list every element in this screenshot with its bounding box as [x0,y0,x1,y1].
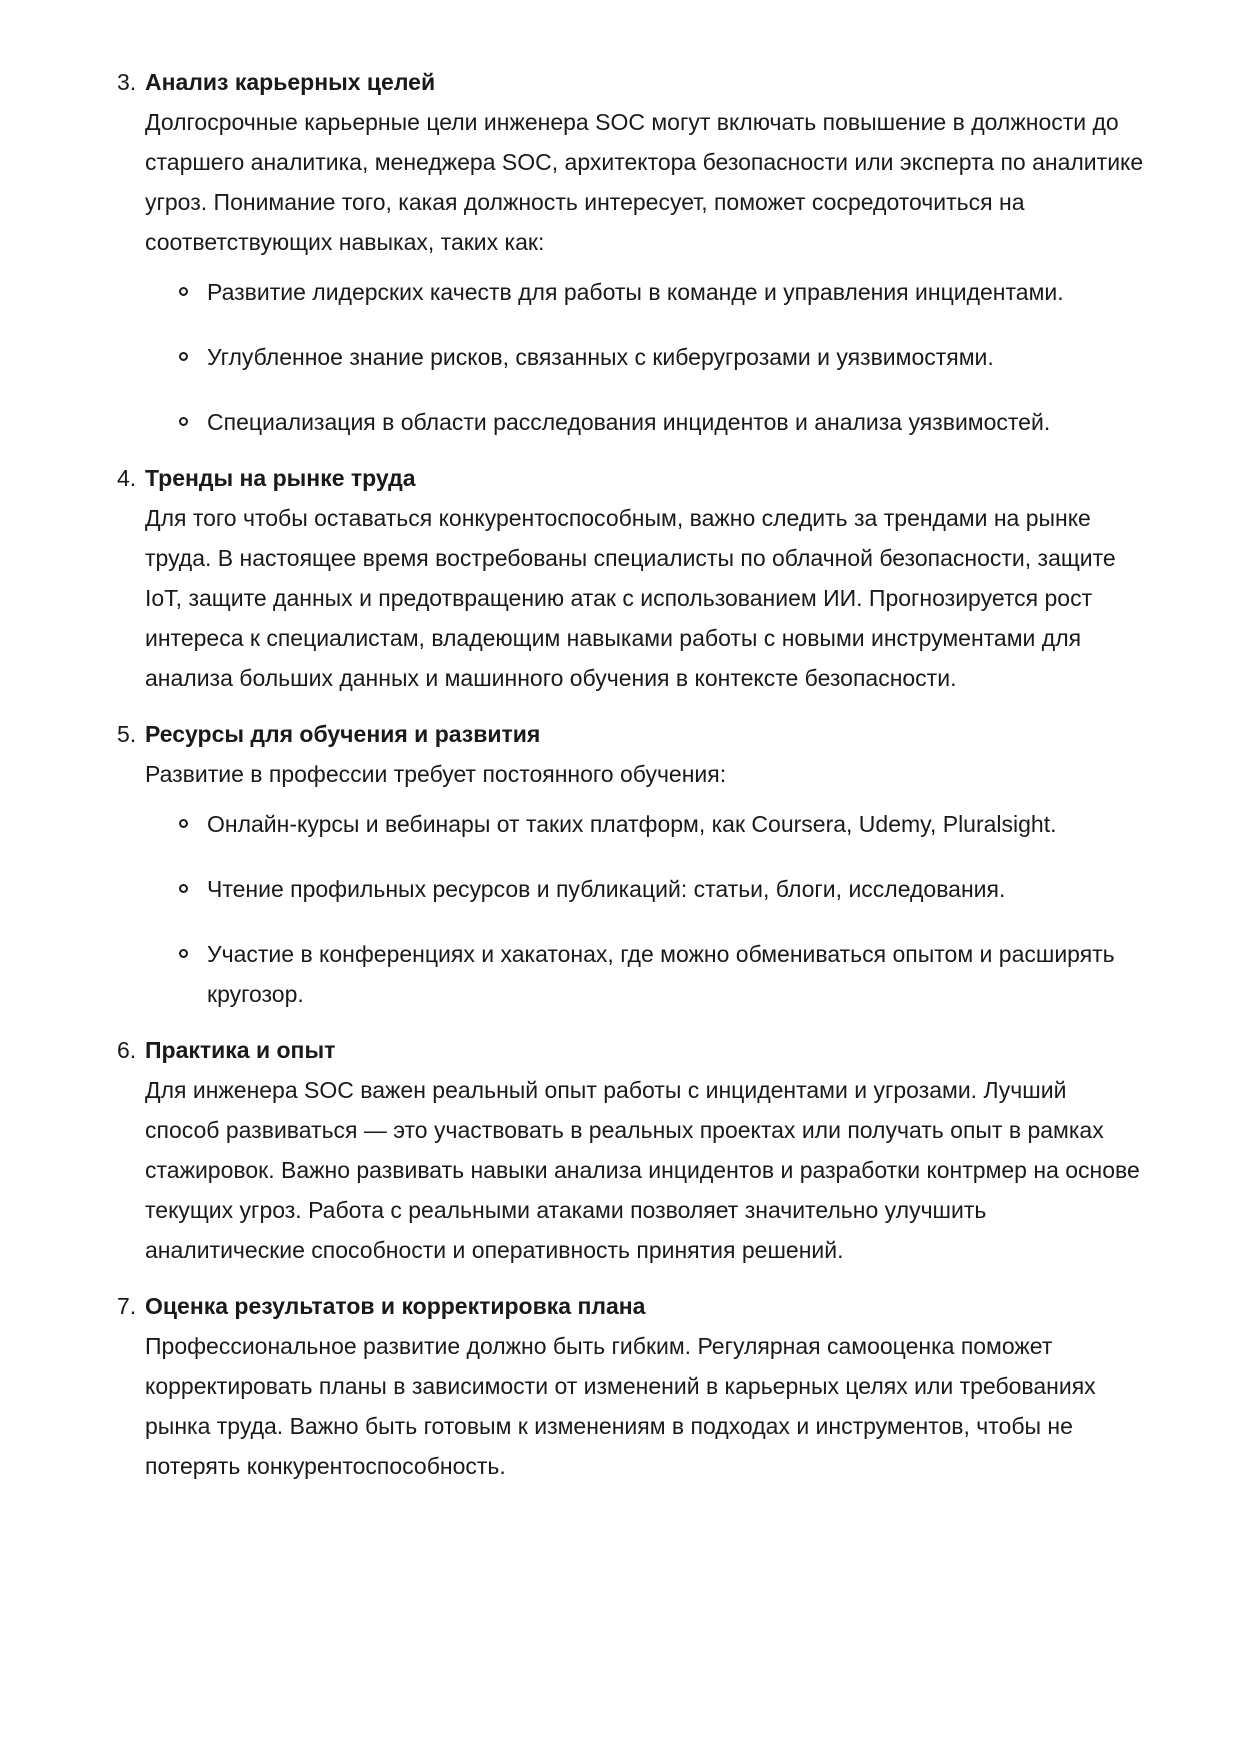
section-text: Для того чтобы оставаться конкурентоспособным, важно следить за трендами на рынке труда. В настоящее время востребованы специалисты по облачной безопасности, защите IoT, защите данных и предотвращению атак с использованием ИИ. Прогнозируется рост интереса к специалистам, владеющим навыками работы с новыми инструментами для анализа больших данных и машинного обучения в контексте безопасности. [145,505,1116,691]
section-title: Тренды на рынке труда [145,465,416,491]
bullet-item [207,804,1142,844]
bullet-text: Участие в конференциях и хакатонах, где можно обмениваться опытом и расширять кругозор. [207,941,1115,1007]
bullet-text: Углубленное знание рисков, связанных с киберугрозами и уязвимостями. [207,344,994,370]
list-item-section-4 [0,458,1239,698]
list-item-section-5 [0,714,1239,1014]
bullet-item [207,337,1142,377]
section-number: 6. [117,1037,137,1063]
circle-bullet-icon [179,819,188,828]
document-body [0,62,1239,1502]
section-title: Анализ карьерных целей [145,69,436,95]
list-item-section-7 [0,1286,1239,1486]
section-number: 3. [117,69,137,95]
section-title: Практика и опыт [145,1037,336,1063]
bullet-text: Развитие лидерских качеств для работы в команде и управления инцидентами. [207,279,1064,305]
section-text: Профессиональное развитие должно быть гибким. Регулярная самооценка поможет корректировать планы в зависимости от изменений в карьерных целях или требованиях рынка труда. Важно быть готовым к изменениям в подходах и инструментов, чтобы не потерять конкурентоспособность. [145,1333,1096,1479]
bullet-list [0,272,1239,442]
section-number: 4. [117,465,137,491]
bullet-text: Специализация в области расследования инцидентов и анализа уязвимостей. [207,409,1051,435]
circle-bullet-icon [179,949,188,958]
bullet-text: Онлайн-курсы и вебинары от таких платформ, как Coursera, Udemy, Pluralsight. [207,811,1057,837]
circle-bullet-icon [179,884,188,893]
circle-bullet-icon [179,417,188,426]
section-number: 7. [117,1293,137,1319]
bullet-item [207,869,1142,909]
circle-bullet-icon [179,352,188,361]
section-title: Оценка результатов и корректировка плана [145,1293,646,1319]
circle-bullet-icon [179,287,188,296]
list-item-section-6 [0,1030,1239,1270]
bullet-item [207,934,1142,1014]
bullet-list [0,804,1239,1014]
section-number: 5. [117,721,137,747]
list-item-section-3 [0,62,1239,442]
section-text: Для инженера SOC важен реальный опыт работы с инцидентами и угрозами. Лучший способ развиваться — это участвовать в реальных проектах или получать опыт в рамках стажировок. Важно развивать навыки анализа инцидентов и разработки контрмер на основе текущих угроз. Работа с реальными атаками позволяет значительно улучшить аналитические способности и оперативность принятия решений. [145,1077,1140,1263]
bullet-text: Чтение профильных ресурсов и публикаций: статьи, блоги, исследования. [207,876,1006,902]
bullet-item [207,272,1142,312]
section-text: Развитие в профессии требует постоянного обучения: [145,761,727,787]
section-title: Ресурсы для обучения и развития [145,721,541,747]
section-text: Долгосрочные карьерные цели инженера SOC могут включать повышение в должности до старшего аналитика, менеджера SOC, архитектора безопасности или эксперта по аналитике угроз. Понимание того, какая должность интересует, поможет сосредоточиться на соответствующих навыках, таких как: [145,109,1144,255]
bullet-item [207,402,1142,442]
